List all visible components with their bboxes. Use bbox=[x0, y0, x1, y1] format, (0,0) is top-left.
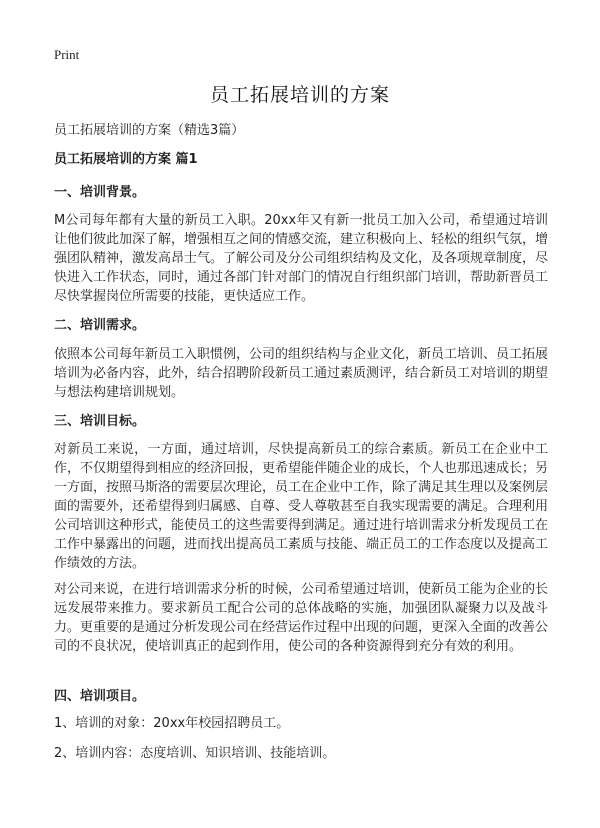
paragraph-goals-company: 对公司来说，在进行培训需求分析的时候，公司希望通过培训，使新员工能为企业的长远发展带来推力。要求新员工配合公司的总体战略的实施，加强团队凝聚力以及战斗力。更重要的是通过分析发现公司在经营运作过程中出现的问题，更深入全面的改善公司的不良状况，使培训真正的起到作用，使公司的各种资源得到充分有效的利用。 bbox=[54, 582, 549, 654]
chapter-title: 员工拓展培训的方案 篇1 bbox=[54, 152, 198, 167]
list-item-target: 1、培训的对象：20xx年校园招聘员工。 bbox=[54, 716, 290, 731]
paragraph-background: M公司每年都有大量的新员工入职。20xx年又有新一批员工加入公司，希望通过培训让他们彼此加深了解，增强相互之间的情感交流，建立积极向上、轻松的组织气氛，增强团队精神，激发高昂士气。了解公司及分公司组织结构及文化，及各项规章制度，尽快进入工作状态，同时，通过各部门针对部门的情况自行组织部门培训，帮助新晋员工尽快掌握岗位所需要的技能，更快适应工作。 bbox=[54, 213, 549, 304]
document-title: 员工拓展培训的方案 bbox=[209, 84, 390, 106]
section-heading-background: 一、培训背景。 bbox=[54, 185, 146, 200]
document-subtitle: 员工拓展培训的方案（精选3篇） bbox=[54, 123, 245, 138]
section-heading-needs: 二、培训需求。 bbox=[54, 318, 146, 333]
paragraph-goals-employee: 对新员工来说，一方面，通过培训，尽快提高新员工的综合素质。新员工在企业中工作，不仅期望得到相应的经济回报，更希望能伴随企业的成长，个人也那迅速成长；另一方面，按照马斯洛的需要层次理论，员工在企业中工作，除了满足其生理以及案例层面的需要外，还希望得到归属感、自尊、受人尊敬甚至自我实现需要的满足。合理利用公司培训这种形式，能使员工的这些需要得到满足。通过进行培训需求分析发现员工在工作中暴露出的问题，进而找出提高员工素质与技能、端正员工的工作态度以及提高工作绩效的方法。 bbox=[54, 442, 549, 571]
print-label[interactable]: Print bbox=[54, 47, 80, 62]
section-heading-goals: 三、培训目标。 bbox=[54, 414, 146, 429]
list-item-content: 2、培训内容：态度培训、知识培训、技能培训。 bbox=[54, 746, 336, 761]
paragraph-needs: 依照本公司每年新员工入职惯例，公司的组织结构与企业文化，新员工培训、员工拓展培训为必备内容，此外，结合招聘阶段新员工通过素质测评，结合新员工对培训的期望与想法构建培训规划。 bbox=[54, 347, 549, 400]
section-heading-projects: 四、培训项目。 bbox=[54, 689, 146, 704]
